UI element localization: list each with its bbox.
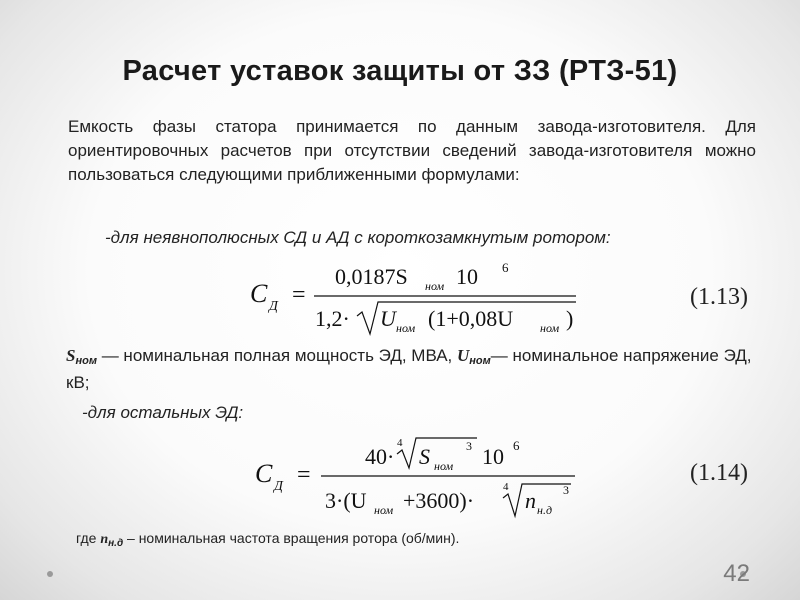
- decorative-dot-left: [47, 571, 53, 577]
- symbol-definitions: [66, 345, 766, 394]
- case1-label: -для неявнополюсных СД и АД с короткозамкнутым ротором:: [105, 228, 611, 247]
- eq2-den-prefix: 3·(U: [325, 488, 367, 513]
- eq1-denom-u1: U: [380, 306, 396, 331]
- case2-label: -для остальных ЭД:: [82, 403, 244, 422]
- eq2-root-index: 4: [397, 437, 403, 449]
- eq1-numerator-tail: 10: [456, 264, 478, 289]
- eq1-numerator-sub: ном: [425, 279, 445, 293]
- formula-1-14: [245, 432, 585, 524]
- eq1-exponent: 6: [502, 260, 509, 275]
- eq1-denom-u2-sub: ном: [540, 321, 560, 335]
- eq2-den-n-pow: 3: [563, 483, 569, 497]
- u-sub: ном: [469, 355, 491, 367]
- eq2-den-u-sub: ном: [374, 503, 394, 517]
- u-symbol: U: [457, 346, 470, 365]
- eq2-den-n: n: [525, 488, 536, 513]
- eq2-lhs: C: [255, 459, 273, 488]
- eq2-den-n-sub: н.д: [537, 503, 553, 517]
- svg-text:=: =: [292, 282, 306, 308]
- slide-title: Расчет уставок защиты от ЗЗ (РТЗ-51): [122, 55, 678, 87]
- u-text: — номинальное напряжение ЭД, кВ;: [66, 346, 752, 392]
- eq1-lhs: C: [250, 279, 268, 308]
- eq2-den-root-index: 4: [503, 481, 509, 493]
- intro-paragraph: Емкость фазы статора принимается по данным завода-изготовителя. Для ориентировочных расчетов при отсутствии сведений завода-изготовителя можно пользоваться следующими приближенными формулами:: [68, 117, 756, 184]
- eq1-numerator: 0,0187S: [335, 264, 408, 289]
- where-note: [76, 530, 459, 549]
- eq2-num-s: S: [419, 444, 430, 469]
- eq2-num-prefix: 40·: [365, 444, 395, 469]
- s-symbol: S: [66, 346, 76, 365]
- eq2-lhs-sub: Д: [274, 479, 283, 494]
- eq1-denom-prefix: 1,2·: [315, 306, 350, 331]
- eq1-denom-inner2: (1+0,08U: [428, 306, 514, 331]
- where-symbol: n: [100, 532, 109, 547]
- eq2-num-tail: 10: [482, 444, 504, 469]
- s-text: — номинальная полная мощность ЭД, МВА,: [96, 346, 457, 365]
- page-number: 42: [723, 560, 750, 587]
- eq2-exponent: 6: [513, 438, 520, 453]
- eq1-denom-close: ): [566, 306, 574, 331]
- eq2-number: (1.14): [690, 460, 748, 486]
- s-sub: ном: [75, 355, 97, 367]
- eq2-num-s-sub: ном: [434, 459, 454, 473]
- eq1-denom-u1-sub: ном: [396, 321, 416, 335]
- eq2-num-s-pow: 3: [466, 439, 472, 453]
- eq2-den-mid: +3600)·: [403, 488, 475, 513]
- eq1-lhs-sub: Д: [269, 299, 278, 314]
- where-text: – номинальная частота вращения ротора (об/мин).: [123, 530, 460, 546]
- where-sub: н.д: [108, 538, 124, 549]
- formula-1-13: [240, 252, 590, 340]
- eq1-number: (1.13): [690, 284, 748, 310]
- svg-text:=: =: [297, 462, 311, 488]
- where-prefix: где: [76, 530, 101, 546]
